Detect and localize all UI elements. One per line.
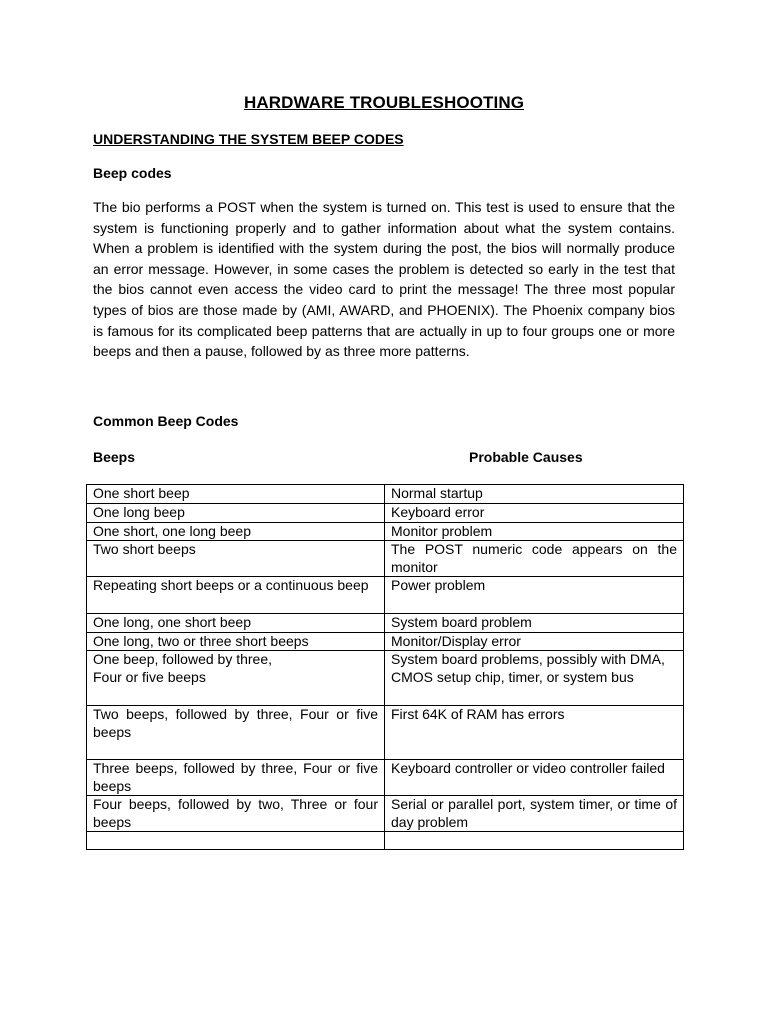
beep-codes-table <box>86 484 684 850</box>
beeps-line: One beep, followed by three, <box>93 651 273 667</box>
cause-cell: Serial or parallel port, system timer, or time of day problem <box>385 796 684 832</box>
cause-cell <box>385 832 684 850</box>
table-row <box>87 796 684 832</box>
table-row <box>87 632 684 651</box>
table-row <box>87 485 684 504</box>
cause-cell: System board problem <box>385 614 684 633</box>
cause-cell: Power problem <box>385 577 684 614</box>
table-row <box>87 577 684 614</box>
beeps-cell: Three beeps, followed by three, Four or five beeps <box>87 760 385 796</box>
beeps-cell <box>87 651 385 706</box>
table-row <box>87 541 684 577</box>
beeps-cell: Two beeps, followed by three, Four or five beeps <box>87 706 385 760</box>
cause-cell: Monitor problem <box>385 522 684 541</box>
table-row <box>87 651 684 706</box>
cause-cell: The POST numeric code appears on the monitor <box>385 541 684 577</box>
cause-line: CMOS setup chip, timer, or system bus <box>391 668 634 685</box>
cause-cell <box>385 651 684 706</box>
cause-cell: Monitor/Display error <box>385 632 684 651</box>
table-row <box>87 504 684 523</box>
probable-causes-column-heading: Probable Causes <box>469 449 583 465</box>
intro-paragraph: The bio performs a POST when the system is turned on. This test is used to ensure that the system is functioning properly and to gather information about what the system contains. When a problem is identified with the system during the post, the bios will normally produce an error message. However, in some cases the problem is detected so early in the test that the bios cannot even access the video card to print the message! The three most popular types of bios are those made by (AMI, AWARD, and PHOENIX). The Phoenix company bios is famous for its complicated beep patterns that are actually in up to four groups one or more beeps and then a pause, followed by as three more patterns. <box>93 199 675 360</box>
beeps-cell: One long, two or three short beeps <box>87 632 385 651</box>
beeps-cell: One short, one long beep <box>87 522 385 541</box>
beeps-cell: One short beep <box>87 485 385 504</box>
beeps-cell <box>87 832 385 850</box>
table-row <box>87 522 684 541</box>
beeps-cell: One long beep <box>87 504 385 523</box>
beep-codes-heading: Beep codes <box>93 165 172 181</box>
beeps-column-heading: Beeps <box>93 449 136 465</box>
table-row <box>87 760 684 796</box>
table-row <box>87 706 684 760</box>
table-row <box>87 614 684 633</box>
beeps-cell: One long, one short beep <box>87 614 385 633</box>
cause-cell: First 64K of RAM has errors <box>385 706 684 760</box>
beeps-cell: Four beeps, followed by two, Three or four beeps <box>87 796 385 832</box>
common-beep-codes-heading: Common Beep Codes <box>93 413 239 429</box>
cause-cell: Normal startup <box>385 485 684 504</box>
table-row <box>87 832 684 850</box>
document-title: HARDWARE TROUBLESHOOTING <box>243 93 525 112</box>
beeps-line: Four or five beeps <box>93 668 206 685</box>
section-subtitle: UNDERSTANDING THE SYSTEM BEEP CODES <box>93 131 404 147</box>
cause-line: System board problems, possibly with DMA, <box>391 651 665 667</box>
cause-cell: Keyboard controller or video controller failed <box>385 760 684 796</box>
cause-cell: Keyboard error <box>385 504 684 523</box>
beeps-cell: Two short beeps <box>87 541 385 577</box>
beeps-cell: Repeating short beeps or a continuous beep <box>87 577 385 614</box>
